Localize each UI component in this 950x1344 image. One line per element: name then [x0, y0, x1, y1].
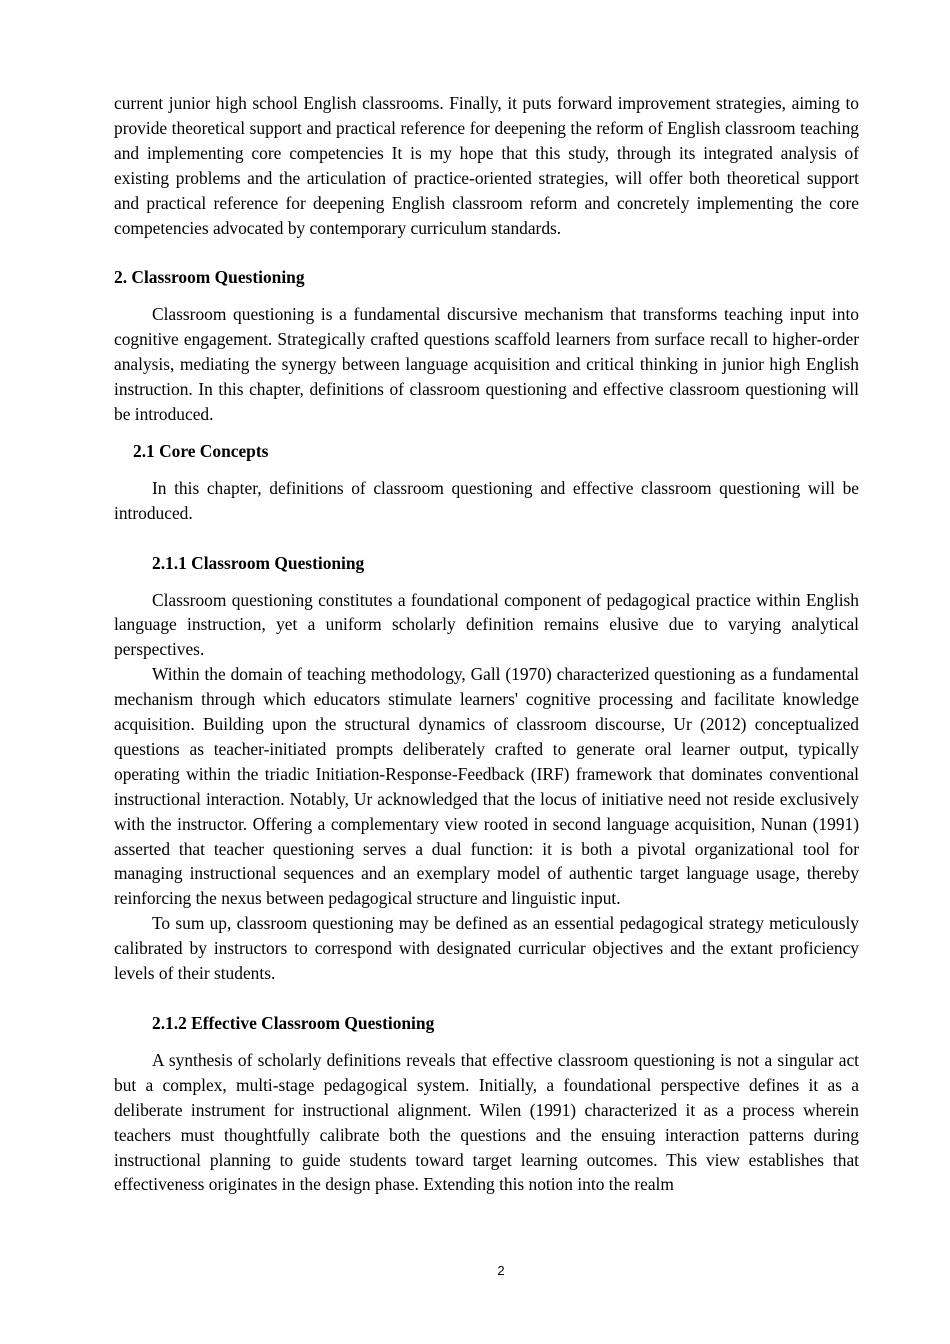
section-heading-classroom-questioning: 2. Classroom Questioning [114, 267, 305, 288]
section-2-1-1-paragraph-2: Within the domain of teaching methodology, Gall (1970) characterized questioning as a fundamental mechanism through which educators stimulate learners' cognitive processing and facilitate knowledge acquisition. Building upon the structural dynamics of classroom discourse, Ur (2012) conceptualized questions as teacher-initiated prompts deliberately crafted to generate oral learner output, typically operating within the triadic Initiation-Response-Feedback (IRF) framework that dominates conventional instructional interaction. Notably, Ur acknowledged that the locus of initiative need not reside exclusively with the instructor. Offering a complementary view rooted in second language acquisition, Nunan (1991) asserted that teacher questioning serves a dual function: it is both a pivotal organizational tool for managing instructional sequences and an exemplary model of authentic target language usage, thereby reinforcing the nexus between pedagogical structure and linguistic input. [114, 664, 859, 909]
document-page [114, 91, 859, 1197]
section-2-paragraph: Classroom questioning is a fundamental discursive mechanism that transforms teaching input into cognitive engagement. Strategically crafted questions scaffold learners from surface recall to higher-order analysis, mediating the synergy between language acquisition and critical thinking in junior high English instruction. In this chapter, definitions of classroom questioning and effective classroom questioning will be introduced. [114, 304, 859, 424]
section-2-1-paragraph: In this chapter, definitions of classroom questioning and effective classroom questioning will be introduced. [114, 477, 859, 523]
section-2-1-2-paragraph: A synthesis of scholarly definitions reveals that effective classroom questioning is not a singular act but a complex, multi-stage pedagogical system. Initially, a foundational perspective defines it as a deliberate instrument for instructional alignment. Wilen (1991) characterized it as a process wherein teachers must thoughtfully calibrate both the questions and the ensuing interaction patterns during instructional planning to guide students toward target learning outcomes. This view establishes that effectiveness originates in the design phase. Extending this notion into the realm [114, 1049, 859, 1195]
intro-paragraph: current junior high school English classrooms. Finally, it puts forward improvement strategies, aiming to provide theoretical support and practical reference for deepening the reform of English classroom teaching and implementing core competencies It is my hope that this study, through its integrated analysis of existing problems and the articulation of practice-oriented strategies, will offer both theoretical support and practical reference for deepening English classroom reform and concretely implementing the core competencies advocated by contemporary curriculum standards. [114, 93, 859, 238]
section-2-1-1-paragraph-3: To sum up, classroom questioning may be defined as an essential pedagogical strategy meticulously calibrated by instructors to correspond with designated curricular objectives and the extant proficiency levels of their students. [114, 913, 859, 984]
section-2-1-1-paragraph-1: Classroom questioning constitutes a foundational component of pedagogical practice within English language instruction, yet a uniform scholarly definition remains elusive due to varying analytical perspectives. [114, 589, 859, 660]
section-heading-core-concepts: 2.1 Core Concepts [133, 440, 269, 461]
section-heading-2-1-1: 2.1.1 Classroom Questioning [152, 552, 365, 573]
page-number: 2 [497, 1263, 505, 1278]
section-heading-2-1-2: 2.1.2 Effective Classroom Questioning [152, 1013, 435, 1033]
